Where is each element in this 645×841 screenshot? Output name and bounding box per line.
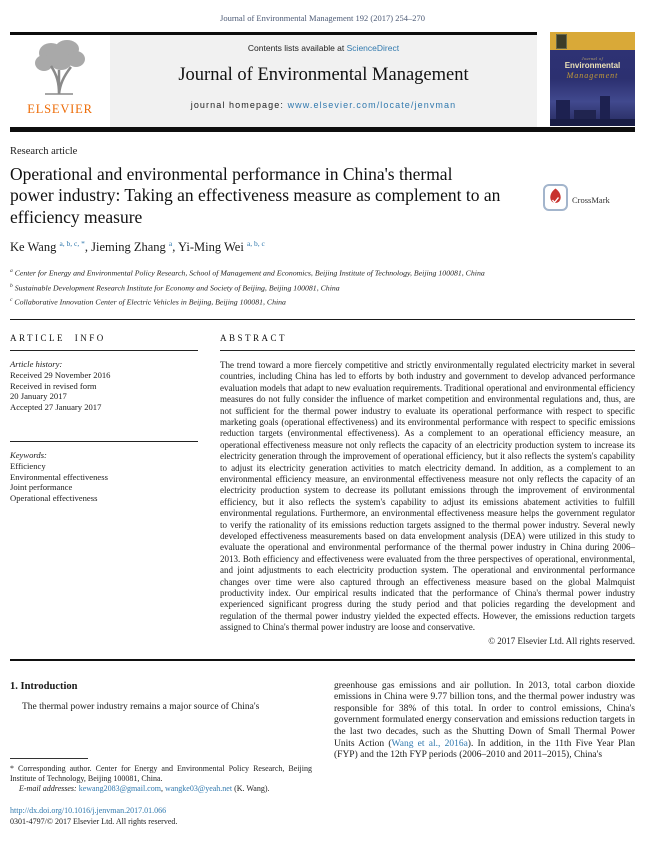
author-line <box>10 239 635 255</box>
heading-rule <box>220 350 635 351</box>
affiliation-text: Sustainable Development Research Institute for Economy and Society of Beijing, Beijing 100081, China <box>14 283 340 293</box>
article-title-line: efficiency measure <box>10 206 143 227</box>
cover-journal-of: Journal of <box>581 56 604 61</box>
keywords-label: Keywords: <box>10 449 47 460</box>
affiliation-sup: a <box>10 268 13 275</box>
affiliation-text: Collaborative Innovation Center of Electric Vehicles in Beijing, Beijing 100081, China <box>14 297 286 307</box>
author-name: Jieming Zhang <box>91 240 166 255</box>
email-label: E-mail addresses: <box>19 784 77 794</box>
abstract-column <box>220 320 635 646</box>
affiliation-sup: b <box>10 282 13 289</box>
body-paragraph: ). In addition, in the 11th Five Year Plan (FYP) and the 12th FYP periods (2006–2010 and 2011–2015), China's <box>334 738 635 761</box>
affiliation-text: Center for Energy and Environmental Policy Research, School of Management and Economics, Beijing Institute of Technology, Beijing 100081, China <box>14 268 485 278</box>
crossmark-badge[interactable] <box>543 164 635 229</box>
info-abstract-section <box>10 320 635 646</box>
section-heading-introduction: 1. Introduction <box>10 680 78 692</box>
corresponding-author-note <box>10 764 312 784</box>
heading-rule <box>10 350 198 351</box>
abstract-text: The trend toward a more fiercely competitive and strictly environmentally regulated electricity market in several countries, including China has led to efforts by both industry and government to develop advanced performance evaluation models that adapt to new evaluation requirements. Traditional operational and environmental efficiency measures do not fully consider the influence of market competition and environmental regulations and, thus, are not sufficient for the thermal power industry to evaluate its operational performance with respect to specific marketing goals (operational effectiveness) and its environmental performance with respect to specific emissions reduction targets (environmental effectiveness). As a complement to an operational efficiency measure, an operational effectiveness measure not only reflects the capacity of an electricity production system to increase its electricity generation through the improvement of operational efficiency, but it also reflects the system's capability to adjust its electricity generation activities to match electricity demand. In addition, as a complement to an environmental efficiency measure, an environmental effectiveness measure not only reflects the capacity of an electricity production system to decrease its pollutant emissions through the improvement of environmental efficiency, but it also reflects the system's capability to adjust its emissions abatement activities to fulfill environmental regulations. Furthermore, an environmental effectiveness measure helps the government regulator to verify the rationality of its emissions reduction targets assigned to the thermal power industry. Several newly developed effectiveness measurements based on data envelopment analysis (DEA) were utilized in this study to evaluate the operational and environmental performance of the thermal power industry in China during 2006–2013. Both efficiency and effectiveness were evaluated from the three perspectives of operational, environmental, and joint adjustments to each electricity production system. The operational and environmental performance changes over time were also captured through an effectiveness measure based on the global Malmquist productivity index. Our empirical results indicated that the performance of China's thermal power industry experienced significant progress during the study period and that policies regarding the development and regulation of the thermal power industry yielded the expected effects. However, the emissions reduction targets assigned to China's thermal power industry are loose and conservative. <box>220 359 635 633</box>
title-row <box>10 164 635 229</box>
article-title <box>10 164 543 229</box>
author-affil-sup[interactable]: a, b, c, * <box>59 239 85 248</box>
abstract-copyright: © 2017 Elsevier Ltd. All rights reserved. <box>488 635 635 646</box>
abstract-heading: ABSTRACT <box>220 332 288 343</box>
email-link-1[interactable]: kewang2083@gmail.com <box>78 784 161 794</box>
running-head-citation: Journal of Environmental Management 192 (2017) 254–270 <box>220 13 425 23</box>
footnote-rule <box>10 758 88 759</box>
affiliation-line <box>10 294 635 309</box>
masthead-center <box>110 35 537 127</box>
footnote-text: Corresponding author. Center for Energy and Environmental Policy Research, Beijing Institute of Technology, Beijing 100081, China. <box>10 764 312 784</box>
history-line: Received in revised form <box>10 380 97 391</box>
elsevier-tree-icon <box>31 38 89 101</box>
masthead-bottom-rule <box>10 127 635 132</box>
journal-cover-thumbnail <box>550 32 635 126</box>
article-info-heading: ARTICLE INFO <box>10 332 106 343</box>
homepage-line <box>116 100 531 110</box>
masthead-main <box>10 32 537 127</box>
masthead-box <box>10 35 537 127</box>
email-link-2[interactable]: wangke03@yeah.net <box>164 784 233 794</box>
author-separator: , <box>172 240 176 255</box>
affiliation-sup: c <box>10 297 13 304</box>
crossmark-icon <box>543 184 568 216</box>
keywords-block <box>10 450 198 504</box>
crossmark-label: CrossMark <box>572 194 610 205</box>
homepage-prefix: journal homepage: <box>190 99 288 110</box>
contents-prefix: Contents lists available at <box>247 42 347 53</box>
keyword: Operational effectiveness <box>10 493 98 504</box>
citation-link-wang-2016a[interactable]: Wang et al., 2016a <box>391 738 468 749</box>
article-type-label: Research article <box>10 145 78 157</box>
author-name: Ke Wang <box>10 240 57 255</box>
email-suffix: (K. Wang). <box>232 784 270 794</box>
masthead <box>10 32 635 127</box>
doi-block <box>10 806 312 827</box>
footnote-marker: * <box>10 764 14 774</box>
body-left-column <box>10 681 312 828</box>
history-line: 20 January 2017 <box>10 391 67 402</box>
cover-title-management: Management <box>566 71 619 80</box>
homepage-url-link[interactable]: www.elsevier.com/locate/jenvman <box>287 99 457 110</box>
body-paragraph: The thermal power industry remains a major source of China's <box>22 701 260 712</box>
contents-line <box>116 43 531 53</box>
affiliation-line <box>10 265 635 280</box>
article-history <box>10 359 198 413</box>
keyword: Environmental effectiveness <box>10 471 108 482</box>
cover-silhouette <box>550 119 635 126</box>
article-body <box>10 681 635 828</box>
article-title-line: power industry: Taking an effectiveness measure as complement to an <box>10 185 501 205</box>
article-title-line: Operational and environmental performance in China's thermal <box>10 163 453 184</box>
affiliation-line <box>10 280 635 295</box>
keyword: Efficiency <box>10 460 46 471</box>
footnote-block <box>10 764 312 794</box>
elsevier-wordmark: ELSEVIER <box>27 101 93 116</box>
history-line: Received 29 November 2016 <box>10 369 111 380</box>
affiliations <box>10 265 635 309</box>
author-affil-sup[interactable]: a <box>168 239 173 248</box>
cover-title-environmental: Environmental <box>564 61 621 70</box>
keyword: Joint performance <box>10 482 73 493</box>
elsevier-logo <box>10 35 110 127</box>
sciencedirect-link[interactable]: ScienceDirect <box>346 42 400 53</box>
email-separator: , <box>160 784 163 794</box>
journal-title: Journal of Environmental Management <box>178 64 469 85</box>
article-info-column <box>10 320 198 646</box>
abstract-bottom-rule <box>10 659 635 661</box>
cover-elsevier-mini-logo-icon <box>556 34 567 49</box>
email-line <box>10 784 312 794</box>
body-right-column <box>334 681 635 828</box>
keywords-rule <box>10 441 198 442</box>
author-separator: , <box>84 240 88 255</box>
issn-copyright-line: 0301-4797/© 2017 Elsevier Ltd. All rights reserved. <box>10 816 178 826</box>
doi-link[interactable]: http://dx.doi.org/10.1016/j.jenvman.2017.01.066 <box>10 806 167 816</box>
author-name: Yi-Ming Wei <box>178 240 244 255</box>
body-paragraph: greenhouse gas emissions and air pollution. In 2013, total carbon dioxide emissions in China were 9.77 billion tons, and the thermal power industry was responsible for 38% of this total. In order to control emissions, China's government formulated energy conservation and emissions reduction targets in the last two decades, such as the Shutting Down of Small Thermal Power Units Action ( <box>334 680 635 749</box>
history-line: Accepted 27 January 2017 <box>10 402 102 413</box>
author-affil-sup[interactable]: a, b, c <box>246 239 265 248</box>
history-label: Article history: <box>10 358 63 369</box>
